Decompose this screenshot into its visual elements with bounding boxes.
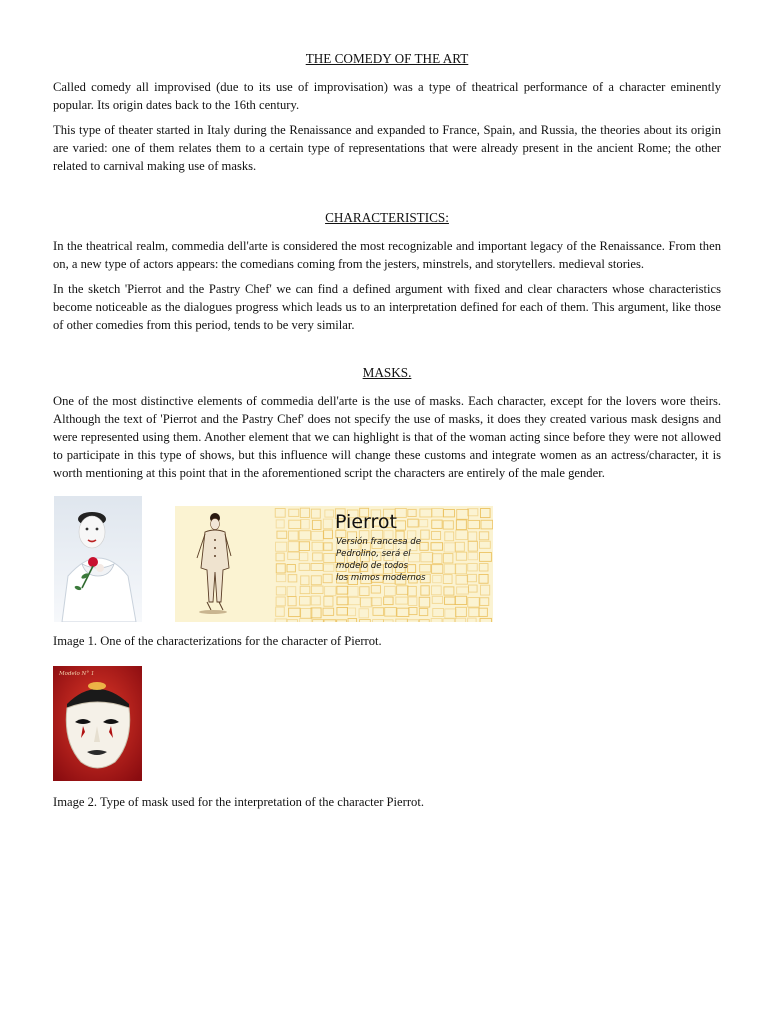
paragraph-characteristics-2: In the sketch 'Pierrot and the Pastry Chef' we can find a defined argument with fixed and clear characters whose characteristics become noticeable as the dialogues progress which leads us to an interpretation defined for each of them. This argument, like those of other comedies from this period, tends to be very similar. [53, 282, 721, 332]
paragraph-comedy-1: Called comedy all improvised (due to its use of improvisation) was a type of theatrical performance of a character eminently popular. Its origin dates back to the 16th century. [53, 80, 721, 112]
banner-line-4: los mimos modernos [336, 573, 426, 583]
section-title-comedy: THE COMEDY OF THE ART [305, 51, 469, 66]
figure-2-caption: Image 2. Type of mask used for the interpretation of the character Pierrot. [53, 795, 424, 809]
section-title-characteristics: CHARACTERISTICS: [325, 210, 449, 225]
figure-1-caption: Image 1. One of the characterizations for the character of Pierrot. [53, 634, 382, 648]
banner-line-3: modelo de todos [336, 561, 409, 571]
banner-line-2: Pedrolino, será el [336, 549, 411, 559]
paragraph-characteristics-1: In the theatrical realm, commedia dell'arte is considered the most recognizable and important legacy of the Renaissance. From then on, a new type of actors appears: the comedians coming from the jesters, minstrels, and storytellers. medieval stories. [53, 239, 721, 271]
pierrot-banner [175, 506, 493, 622]
mask-corner-label: Modelo N° 1 [59, 671, 95, 677]
figure-1 [53, 496, 721, 624]
figure-2-mask-photo [53, 666, 142, 781]
paragraph-masks-1: One of the most distinctive elements of commedia dell'arte is the use of masks. Each character, except for the lovers wore theirs. Although the text of 'Pierrot and the Pastry Chef' does not specify the use of masks, it does they created various mask designs and were represented using them. Another element that we can highlight is that of the woman acting since before they were not allowed to participate in this type of shows, but this influence will change these customs and integrate women as an actress/character, it is worth mentioning at this point that in the aforementioned script the characters are entirely of the male gender. [53, 394, 721, 480]
paragraph-comedy-2: This type of theater started in Italy during the Renaissance and expanded to France, Spain, and Russia, the theories about its origin are varied: one of them relates them to a certain type of representations that were already present in the ancient Rome; the other related to carnival making use of masks. [53, 123, 721, 173]
pierrot-photo [54, 496, 142, 622]
section-title-masks: MASKS. [362, 365, 412, 380]
banner-title: Pierrot [335, 511, 397, 533]
document-page [53, 50, 721, 818]
banner-line-1: Versión francesa de [336, 537, 421, 547]
